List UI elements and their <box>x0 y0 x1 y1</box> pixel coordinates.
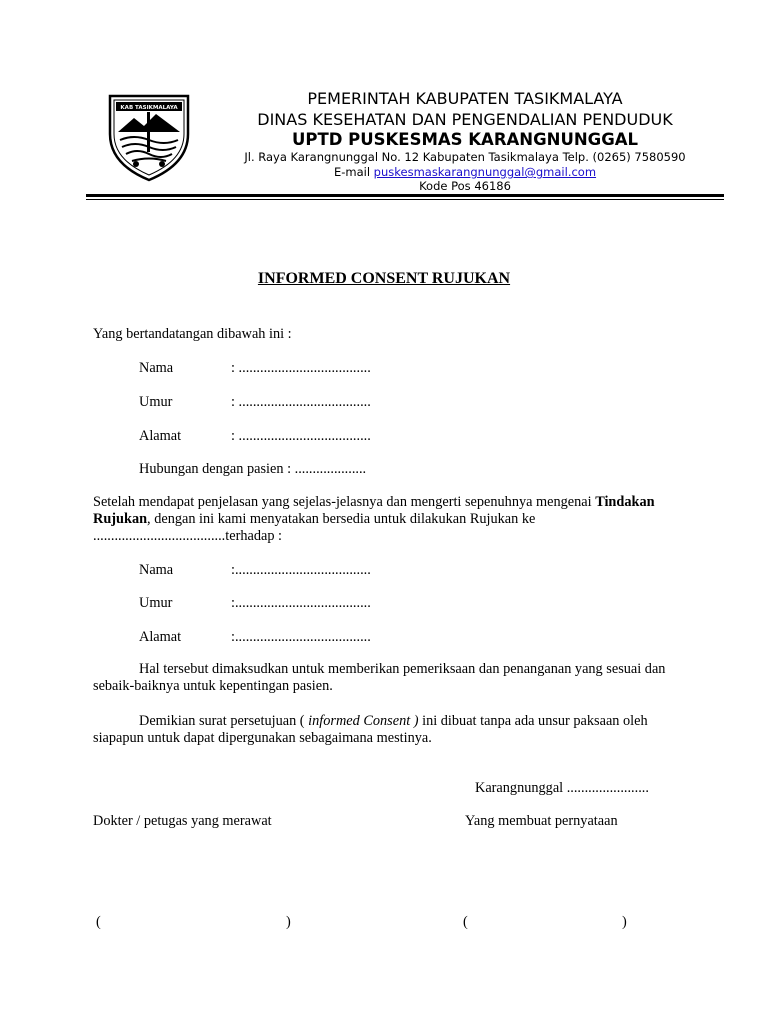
closing-text-2: ini dibuat tanpa ada unsur paksaan oleh siapapun untuk dapat dipergunakan sebagaimana mestinya. <box>93 713 648 746</box>
email-line <box>200 165 730 179</box>
closing-paragraph <box>93 713 693 747</box>
signer-address-label: Alamat <box>139 428 182 444</box>
institution-name: UPTD PUSKESMAS KARANGNUNGGAL <box>291 130 639 149</box>
place-date: Karangnunggal ....................... <box>475 780 649 796</box>
signer-name-label: Nama <box>139 360 174 376</box>
signer-address-value: : ..................................... <box>231 428 371 444</box>
signer-name-value: : ..................................... <box>231 360 371 376</box>
consent-text-3: .....................................terhadap : <box>93 528 283 544</box>
doctor-signature-label: Dokter / petugas yang merawat <box>93 813 272 829</box>
patient-address-value: :...................................... <box>231 629 371 645</box>
purpose-paragraph: Hal tersebut dimaksudkan untuk memberikan pemeriksaan dan penanganan yang sesuai dan sebaik-baiknya untuk kepentingan pasien. <box>93 661 666 694</box>
letterhead-divider-thick <box>86 194 724 197</box>
signer-age-value: : ..................................... <box>231 394 371 410</box>
email-link[interactable]: puskesmaskarangnunggal@gmail.com <box>373 165 597 179</box>
patient-age-label: Umur <box>139 595 173 611</box>
consent-text-2: , dengan ini kami menyatakan bersedia untuk dilakukan Rujukan ke <box>147 511 536 527</box>
consent-paragraph <box>93 494 693 545</box>
address-line: Jl. Raya Karangnunggal No. 12 Kabupaten Tasikmalaya Telp. (0265) 7580590 <box>244 150 686 164</box>
intro-text: Yang bertandatangan dibawah ini : <box>93 326 292 342</box>
consent-bold-term: Tindakan Rujukan <box>93 494 655 527</box>
department-name: DINAS KESEHATAN DAN PENGENDALIAN PENDUDUK <box>257 110 673 129</box>
patient-age-value: :...................................... <box>231 595 371 611</box>
logo-lettering: KAB TASIKMALAYA <box>120 105 178 111</box>
declarant-signature-close: ) <box>622 914 627 930</box>
patient-name-value: :...................................... <box>231 562 371 578</box>
doctor-signature-close: ) <box>286 914 291 930</box>
document-title: INFORMED CONSENT RUJUKAN <box>257 270 511 287</box>
closing-italic-term: informed Consent ) <box>308 713 419 729</box>
signer-age-label: Umur <box>139 394 173 410</box>
government-name: PEMERINTAH KABUPATEN TASIKMALAYA <box>307 89 623 108</box>
consent-text-1: Setelah mendapat penjelasan yang sejelas-jelasnya dan mengerti sepenuhnya mengenai <box>93 494 596 510</box>
regency-logo <box>106 90 192 182</box>
email-prefix: E-mail <box>333 165 374 179</box>
declarant-signature-label: Yang membuat pernyataan <box>465 813 618 829</box>
doctor-signature-open: ( <box>96 914 101 930</box>
relation-field: Hubungan dengan pasien : .................... <box>139 461 367 477</box>
closing-text-1: Demikian surat persetujuan ( <box>139 713 309 729</box>
declarant-signature-open: ( <box>463 914 468 930</box>
patient-name-label: Nama <box>139 562 174 578</box>
patient-address-label: Alamat <box>139 629 182 645</box>
postal-code: Kode Pos 46186 <box>419 179 511 193</box>
letterhead-divider-thin <box>86 199 724 200</box>
